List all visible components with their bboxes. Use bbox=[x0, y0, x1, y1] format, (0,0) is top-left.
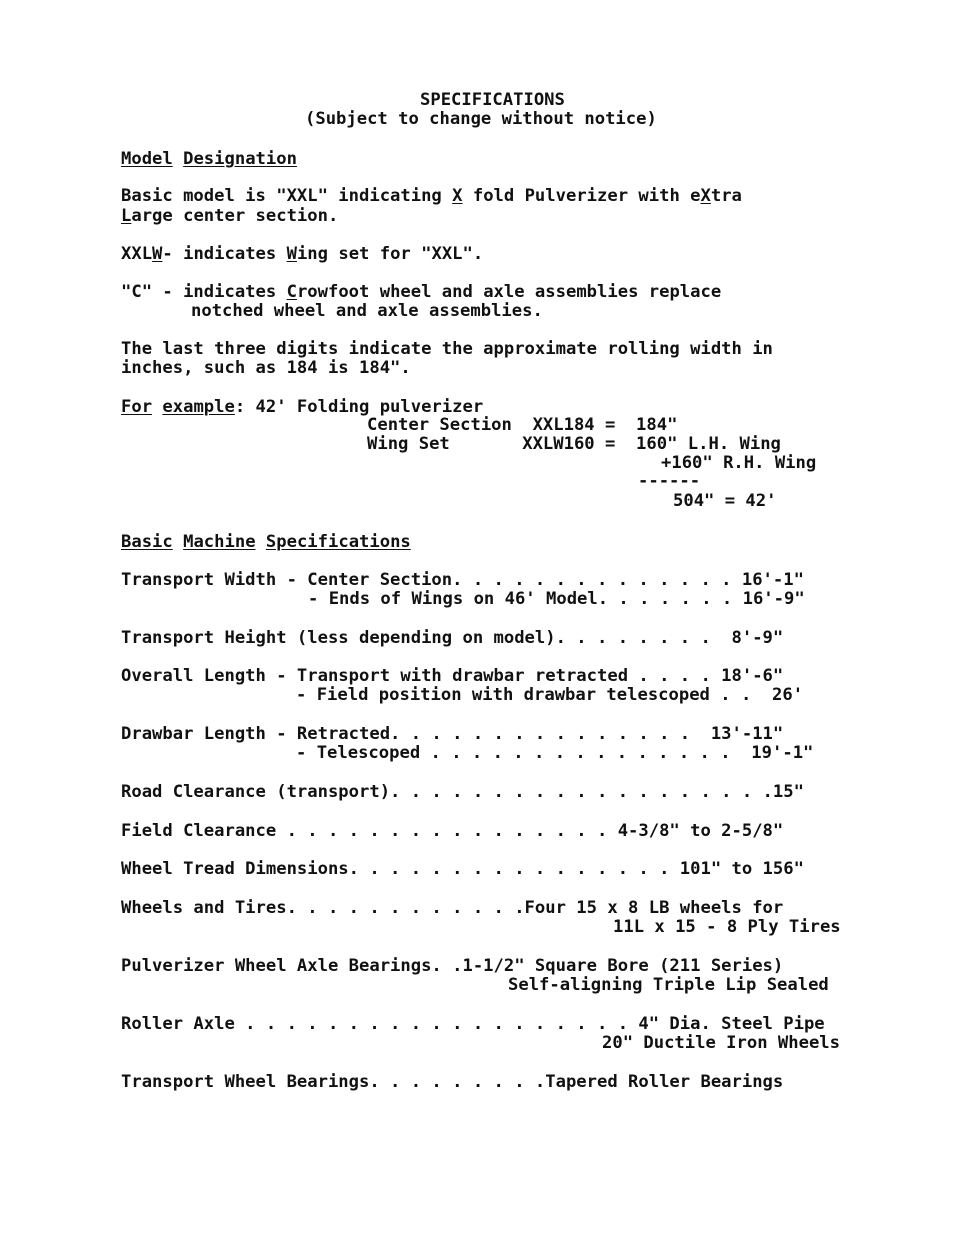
text: C bbox=[286, 282, 297, 302]
spec-row: Transport Height (less depending on model). . . . . . . . 8'-9" bbox=[121, 628, 784, 648]
text: Specifications bbox=[265, 532, 411, 552]
example-plus-wing: +160" R.H. Wing bbox=[661, 453, 817, 473]
heading-word: Model bbox=[121, 149, 173, 169]
spec-row: 20" Ductile Iron Wheels bbox=[602, 1033, 840, 1053]
page-subtitle: (Subject to change without notice) bbox=[305, 109, 657, 129]
page-title: SPECIFICATIONS bbox=[420, 90, 565, 110]
spec-row: Drawbar Length - Retracted. . . . . . . . . . . . . . . 13'-11" bbox=[121, 724, 784, 744]
model-paragraph-2 bbox=[121, 245, 483, 264]
spec-row: Pulverizer Wheel Axle Bearings. .1-1/2" Square Bore (211 Series) bbox=[121, 956, 784, 976]
model-designation-heading bbox=[121, 150, 297, 169]
text: "C" - indicates bbox=[121, 282, 287, 302]
spec-row: Overall Length - Transport with drawbar retracted . . . . 18'-6" bbox=[121, 666, 784, 686]
text: example bbox=[162, 397, 235, 417]
spec-row: - Telescoped . . . . . . . . . . . . . . . 19'-1" bbox=[296, 743, 814, 763]
spec-row: 11L x 15 - 8 Ply Tires bbox=[613, 917, 841, 937]
example-wing-set: Wing Set XXLW160 = 160" L.H. Wing bbox=[367, 434, 781, 454]
spec-row: Self-aligning Triple Lip Sealed bbox=[508, 975, 829, 995]
text: : 42' Folding pulverizer bbox=[234, 397, 484, 417]
model-paragraph-4-line-1: The last three digits indicate the approximate rolling width in bbox=[121, 339, 773, 359]
example-total: 504" = 42' bbox=[673, 491, 777, 511]
text: W bbox=[152, 244, 163, 264]
text: XXL bbox=[121, 244, 153, 264]
spec-row: Wheels and Tires. . . . . . . . . . . .Four 15 x 8 LB wheels for bbox=[121, 898, 784, 918]
spec-row: - Ends of Wings on 46' Model. . . . . . . 16'-9" bbox=[308, 589, 805, 609]
text: - indicates bbox=[162, 244, 287, 264]
text: W bbox=[286, 244, 297, 264]
text: X bbox=[700, 186, 711, 206]
spec-row: Road Clearance (transport). . . . . . . . . . . . . . . . . . .15" bbox=[121, 782, 804, 802]
model-paragraph-1-line-1 bbox=[121, 187, 742, 206]
model-paragraph-4-line-2: inches, such as 184 is 184". bbox=[121, 358, 411, 378]
model-paragraph-3-line-2: notched wheel and axle assemblies. bbox=[191, 301, 543, 321]
text: X bbox=[452, 186, 463, 206]
heading-word: Designation bbox=[183, 149, 297, 169]
text: Machine bbox=[183, 532, 256, 552]
spec-row: Roller Axle . . . . . . . . . . . . . . . . . . . 4" Dia. Steel Pipe bbox=[121, 1014, 825, 1034]
spec-row: Field Clearance . . . . . . . . . . . . . . . . 4-3/8" to 2-5/8" bbox=[121, 821, 784, 841]
text: Basic bbox=[121, 532, 173, 552]
spec-row: Transport Wheel Bearings. . . . . . . . .Tapered Roller Bearings bbox=[121, 1072, 784, 1092]
text: Basic model is "XXL" indicating bbox=[121, 186, 453, 206]
basic-specs-heading bbox=[121, 533, 411, 552]
spec-row: Wheel Tread Dimensions. . . . . . . . . . . . . . . . 101" to 156" bbox=[121, 859, 804, 879]
text: For bbox=[121, 397, 153, 417]
text: rowfoot wheel and axle assemblies replace bbox=[296, 282, 722, 302]
text: tra bbox=[710, 186, 742, 206]
model-paragraph-1-line-2 bbox=[121, 207, 338, 226]
text: ing set for "XXL". bbox=[296, 244, 484, 264]
example-center-section: Center Section XXL184 = 184" bbox=[367, 415, 678, 435]
text: L bbox=[121, 206, 132, 226]
model-paragraph-3-line-1 bbox=[121, 283, 721, 302]
example-divider: ------ bbox=[638, 471, 701, 491]
text: fold Pulverizer with e bbox=[462, 186, 701, 206]
text: arge center section. bbox=[131, 206, 339, 226]
spec-row: - Field position with drawbar telescoped . . 26' bbox=[296, 685, 804, 705]
spec-row: Transport Width - Center Section. . . . . . . . . . . . . . 16'-1" bbox=[121, 570, 804, 590]
